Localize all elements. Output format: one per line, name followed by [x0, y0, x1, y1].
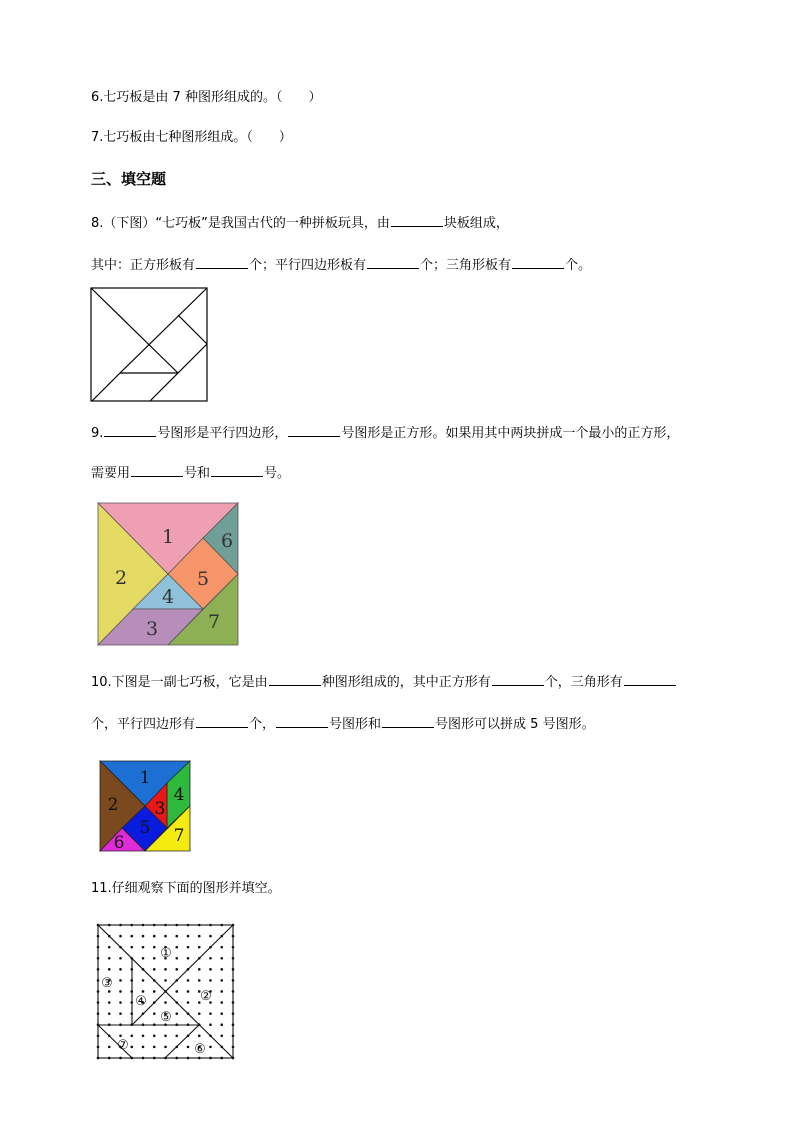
grid-dot — [175, 946, 178, 949]
q9-text-a: 9. — [91, 426, 104, 441]
grid-dot — [220, 1035, 223, 1038]
piece-label: 4 — [173, 785, 185, 805]
grid-dot — [175, 935, 178, 938]
grid-dot — [164, 968, 167, 971]
answer-blank[interactable] — [211, 463, 263, 477]
grid-dot — [209, 1023, 212, 1026]
grid-dot — [142, 1046, 145, 1049]
grid-dot — [175, 1035, 178, 1038]
grid-dot — [153, 946, 156, 949]
question-7: 7.七巧板由七种图形组成。（ ） — [91, 130, 292, 145]
grid-dot — [153, 1012, 156, 1015]
piece-label: 7 — [207, 611, 221, 633]
q9-text-f: 号。 — [264, 466, 291, 481]
question-6: 6.七巧板是由 7 种图形组成的。（ ） — [91, 90, 322, 105]
grid-dot — [108, 957, 111, 960]
grid-dot — [108, 946, 111, 949]
grid-dot — [119, 1035, 122, 1038]
grid-dot — [198, 1012, 201, 1015]
grid-dot — [130, 935, 133, 938]
question-8-line-1 — [91, 213, 509, 233]
piece-label: ④ — [135, 994, 147, 1009]
piece-label: 5 — [196, 568, 210, 590]
answer-blank[interactable] — [492, 672, 544, 686]
grid-dot — [119, 935, 122, 938]
answer-blank[interactable] — [276, 714, 328, 728]
grid-dot — [175, 990, 178, 993]
q10-text-g: 号图形可以拼成 5 号图形。 — [435, 717, 595, 732]
q9-text-b: 号图形是平行四边形， — [157, 426, 288, 441]
answer-blank[interactable] — [624, 672, 676, 686]
piece-label: 1 — [161, 526, 175, 548]
grid-dot — [153, 990, 156, 993]
grid-dot — [187, 1046, 190, 1049]
tangram-outline-figure — [90, 287, 209, 403]
answer-blank[interactable] — [391, 213, 443, 227]
question-10-line-2 — [91, 714, 595, 734]
grid-dot — [142, 957, 145, 960]
grid-dot — [209, 935, 212, 938]
answer-blank[interactable] — [104, 423, 156, 437]
grid-dot — [142, 946, 145, 949]
q9-text-d: 需要用 — [91, 466, 131, 481]
grid-dot — [164, 1035, 167, 1038]
grid-dot — [209, 968, 212, 971]
grid-dot — [187, 935, 190, 938]
grid-dot — [164, 1001, 167, 1004]
grid-dot — [142, 935, 145, 938]
grid-dot — [220, 990, 223, 993]
piece-label: 1 — [139, 768, 151, 788]
piece-label: 7 — [173, 826, 185, 846]
grid-dot — [153, 968, 156, 971]
question-9-line-1 — [91, 423, 679, 443]
grid-dot — [108, 1001, 111, 1004]
q10-text-f: 号图形和 — [329, 717, 382, 732]
tangram-color-figure-1 — [97, 502, 241, 647]
grid-dot — [119, 968, 122, 971]
piece-label: ② — [200, 989, 212, 1004]
grid-dot — [119, 1001, 122, 1004]
q10-text-d: 个，平行四边形有 — [91, 717, 196, 732]
piece-label: 4 — [161, 586, 175, 608]
grid-dot — [175, 957, 178, 960]
grid-dot — [198, 935, 201, 938]
grid-dot — [198, 968, 201, 971]
grid-dot — [220, 979, 223, 982]
piece-label: 6 — [113, 833, 125, 852]
piece-label: ⑥ — [194, 1042, 206, 1057]
grid-dot — [209, 957, 212, 960]
q10-text-c: 个，三角形有 — [544, 675, 623, 690]
grid-dot — [164, 1046, 167, 1049]
grid-dot — [220, 946, 223, 949]
grid-dot — [142, 979, 145, 982]
grid-dot — [198, 1035, 201, 1038]
grid-dot — [108, 1046, 111, 1049]
grid-dot — [153, 1035, 156, 1038]
grid-dot — [153, 1046, 156, 1049]
grid-dot — [119, 957, 122, 960]
grid-dot — [130, 1035, 133, 1038]
grid-dot — [142, 990, 145, 993]
piece-label: 3 — [145, 618, 159, 640]
question-10-line-1 — [91, 672, 677, 692]
grid-dot — [164, 935, 167, 938]
grid-dot — [187, 957, 190, 960]
grid-dot — [209, 979, 212, 982]
piece-label: 2 — [107, 795, 119, 815]
grid-dot — [198, 979, 201, 982]
dot-grid-tangram-figure — [94, 921, 236, 1061]
q10-text-e: 个， — [249, 717, 276, 732]
grid-dot — [220, 968, 223, 971]
grid-dot — [187, 990, 190, 993]
outline-line — [178, 315, 207, 344]
answer-blank[interactable] — [196, 714, 248, 728]
question-8-line-2 — [91, 255, 591, 275]
piece-label: ⑤ — [160, 1010, 172, 1025]
q8-text-a: 8.（下图）“七巧板”是我国古代的一种拼板玩具，由 — [91, 216, 390, 231]
piece-label: ⑦ — [117, 1038, 129, 1053]
grid-dot — [187, 979, 190, 982]
grid-dot — [220, 1023, 223, 1026]
answer-blank[interactable] — [269, 672, 321, 686]
section-heading-fill-in: 三、填空题 — [91, 170, 167, 188]
answer-blank[interactable] — [131, 463, 183, 477]
q10-text-b: 种图形组成的，其中正方形有 — [321, 675, 491, 690]
q8-text-b: 块板组成， — [443, 216, 509, 231]
grid-dot — [175, 968, 178, 971]
answer-blank[interactable] — [382, 714, 434, 728]
grid-dot — [209, 1012, 212, 1015]
q10-text-a: 10.下图是一副七巧板，它是由 — [91, 675, 268, 690]
grid-dot — [108, 1012, 111, 1015]
q8-text-c: 其中：正方形板有 — [91, 258, 196, 273]
q9-text-e: 号和 — [184, 466, 211, 481]
grid-dot — [220, 957, 223, 960]
piece-label: 3 — [154, 799, 166, 819]
piece-label: 6 — [220, 530, 234, 552]
piece-label: ③ — [101, 976, 113, 991]
grid-dot — [142, 1035, 145, 1038]
grid-dot — [130, 1046, 133, 1049]
answer-blank[interactable] — [512, 255, 564, 269]
outline-line — [92, 373, 120, 401]
answer-blank[interactable] — [288, 423, 340, 437]
grid-dot — [130, 946, 133, 949]
grid-dot — [187, 946, 190, 949]
grid-dot — [119, 990, 122, 993]
question-9-line-2 — [91, 463, 290, 483]
answer-blank[interactable] — [196, 255, 248, 269]
question-11: 11.仔细观察下面的图形并填空。 — [91, 881, 281, 896]
answer-blank[interactable] — [367, 255, 419, 269]
piece-label: ① — [160, 946, 172, 961]
grid-dot — [119, 1012, 122, 1015]
grid-dot — [209, 1046, 212, 1049]
piece-label: 5 — [139, 818, 151, 838]
grid-dot — [153, 957, 156, 960]
grid-dot — [164, 979, 167, 982]
tangram-color-figure-2 — [99, 760, 191, 852]
piece-label: 2 — [114, 567, 128, 589]
q8-text-f: 个。 — [565, 258, 592, 273]
grid-dot — [108, 968, 111, 971]
q8-text-e: 个；三角形板有 — [420, 258, 512, 273]
grid-dot — [220, 1001, 223, 1004]
grid-dot — [187, 1001, 190, 1004]
grid-dot — [153, 935, 156, 938]
grid-dot — [220, 1012, 223, 1015]
q8-text-d: 个；平行四边形板有 — [249, 258, 367, 273]
outline-line — [91, 288, 178, 373]
q9-text-c: 号图形是正方形。如果用其中两块拼成一个最小的正方形， — [341, 426, 680, 441]
grid-dot — [119, 979, 122, 982]
grid-dot — [198, 946, 201, 949]
grid-dot — [175, 1012, 178, 1015]
